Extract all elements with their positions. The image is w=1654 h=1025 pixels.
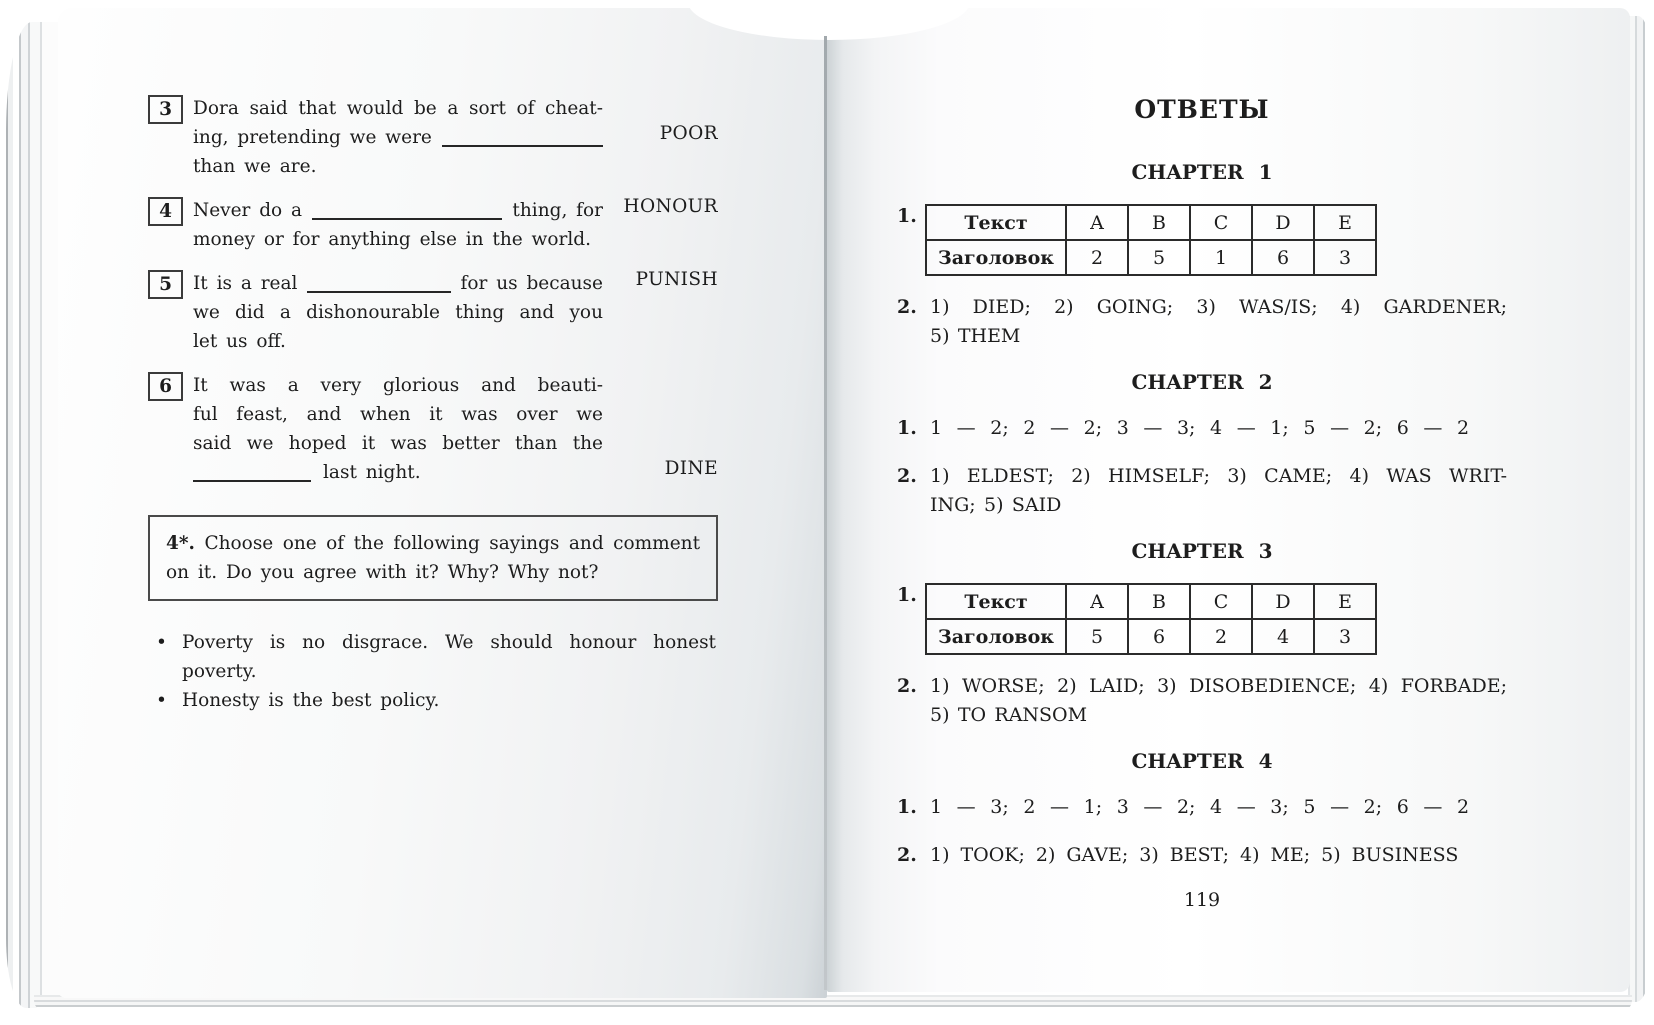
answer-item — [897, 841, 1507, 870]
table-cell: Заголовок — [926, 619, 1066, 654]
exercise-item-5 — [148, 269, 718, 356]
table-cell: Заголовок — [926, 240, 1066, 275]
exercise-line — [193, 196, 603, 225]
answer-line: 1) TOOK; 2) GAVE; 3) BEST; 4) ME; 5) BUSINESS — [930, 844, 1459, 866]
table-cell: 1 — [1190, 240, 1252, 275]
table-row — [926, 619, 1376, 654]
answer-number: 1. — [897, 205, 917, 227]
table-row — [926, 240, 1376, 275]
answers-title: ОТВЕТЫ — [1134, 95, 1270, 124]
task-box-line — [166, 529, 700, 558]
answer-blank — [312, 218, 502, 220]
page-number: 119 — [1183, 889, 1221, 911]
answer-blank — [442, 145, 603, 147]
exercise-line — [193, 269, 603, 298]
answer-line: 1) ELDEST; 2) HIMSELF; 3) CAME; 4) WAS WRIT- — [930, 465, 1507, 487]
item-number-box — [148, 372, 183, 401]
table-cell: C — [1190, 584, 1252, 619]
answer-line: 5) TO RANSOM — [930, 704, 1088, 726]
answer-blank — [307, 291, 450, 293]
exercise-item-4 — [148, 196, 718, 254]
exercise-item-3 — [148, 94, 718, 181]
table-cell: D — [1252, 584, 1314, 619]
task-number: 4*. — [166, 533, 195, 554]
exercise-item-6 — [148, 371, 718, 487]
keyword-label: PUNISH — [635, 269, 718, 290]
answers-table — [925, 204, 1377, 276]
table-row — [926, 584, 1376, 619]
exercise-line — [193, 458, 603, 487]
keyword-label: POOR — [659, 123, 718, 144]
table-cell: A — [1066, 205, 1128, 240]
table-cell: 6 — [1128, 619, 1190, 654]
exercise-line: ful feast, and when it was over we — [193, 404, 603, 425]
table-cell: 5 — [1128, 240, 1190, 275]
item-number-box — [148, 270, 183, 299]
answer-line: 1 — 3; 2 — 1; 3 — 2; 4 — 3; 5 — 2; 6 — 2 — [930, 796, 1470, 818]
item-number-box — [148, 95, 183, 124]
answer-number: 2. — [897, 675, 917, 697]
answer-number: 2. — [897, 296, 917, 318]
item-number: 6 — [159, 376, 172, 397]
item-number: 3 — [159, 99, 172, 120]
exercise-line — [193, 123, 603, 152]
exercise-line: money or for anything else in the world. — [193, 229, 592, 250]
chapter-heading: CHAPTER 4 — [1131, 749, 1273, 773]
task-box — [148, 515, 718, 601]
exercise-line: we did a dishonourable thing and you — [193, 302, 603, 323]
answer-line: ING; 5) SAID — [930, 494, 1062, 516]
table-cell: Текст — [926, 584, 1066, 619]
saying-line: Poverty is no disgrace. We should honour honest — [182, 632, 716, 653]
exercise-line-text: It is a real — [193, 273, 298, 294]
table-cell: 6 — [1252, 240, 1314, 275]
exercise-text — [193, 371, 603, 487]
item-number: 4 — [159, 201, 172, 222]
chapter-heading: CHAPTER 2 — [1131, 370, 1273, 394]
answer-number: 1. — [897, 417, 917, 439]
table-cell: 5 — [1066, 619, 1128, 654]
sayings-list — [148, 628, 718, 715]
chapter-heading: CHAPTER 3 — [1131, 539, 1273, 563]
exercise-line: It was a very glorious and beauti- — [193, 375, 603, 396]
table-cell: B — [1128, 584, 1190, 619]
exercise-line-text: ing, pretending we were — [193, 127, 432, 148]
answer-number: 1. — [897, 796, 917, 818]
task-box-line: on it. Do you agree with it? Why? Why not? — [166, 562, 599, 583]
table-cell: D — [1252, 205, 1314, 240]
exercise-line-text: for us because — [460, 273, 603, 294]
exercise-text — [193, 94, 603, 181]
chapter-heading: CHAPTER 1 — [1131, 160, 1273, 184]
table-cell: 4 — [1252, 619, 1314, 654]
exercise-line-text: last night. — [323, 462, 421, 483]
table-cell: C — [1190, 205, 1252, 240]
answer-table-row — [897, 204, 1507, 276]
table-cell: 2 — [1066, 240, 1128, 275]
bullet-icon: • — [156, 690, 167, 711]
keyword-label: DINE — [664, 458, 718, 479]
table-cell: B — [1128, 205, 1190, 240]
saying-text — [182, 628, 716, 686]
saying-line: Honesty is the best policy. — [182, 690, 440, 711]
keyword-label: HONOUR — [623, 196, 718, 217]
exercise-line-text: thing, for — [512, 200, 603, 221]
answer-item — [897, 672, 1507, 730]
left-page-content — [148, 94, 718, 715]
exercise-line: said we hoped it was better than the — [193, 433, 603, 454]
exercise-line: Dora said that would be a sort of cheat- — [193, 98, 603, 119]
exercise-text — [193, 196, 603, 254]
right-page-content — [897, 95, 1507, 911]
answer-number: 2. — [897, 465, 917, 487]
exercise-line-text: Never do a — [193, 200, 303, 221]
answer-line: 1) WORSE; 2) LAID; 3) DISOBEDIENCE; 4) FORBADE; — [930, 675, 1507, 697]
answer-item — [897, 793, 1507, 822]
item-number: 5 — [159, 274, 172, 295]
table-cell: Текст — [926, 205, 1066, 240]
bullet-icon: • — [156, 632, 167, 653]
list-item — [148, 628, 718, 686]
answer-line: 5) THEM — [930, 325, 1021, 347]
exercise-text — [193, 269, 603, 356]
table-cell: E — [1314, 205, 1376, 240]
answer-item — [897, 293, 1507, 351]
answer-line: 1) DIED; 2) GOING; 3) WAS/IS; 4) GARDENER; — [930, 296, 1507, 318]
table-cell: A — [1066, 584, 1128, 619]
answer-number: 1. — [897, 584, 917, 606]
table-cell: 3 — [1314, 240, 1376, 275]
table-cell: E — [1314, 584, 1376, 619]
center-fold — [824, 36, 827, 990]
answer-item — [897, 414, 1507, 443]
table-row — [926, 205, 1376, 240]
table-cell: 2 — [1190, 619, 1252, 654]
table-cell: 3 — [1314, 619, 1376, 654]
list-item — [148, 686, 718, 715]
item-number-box — [148, 197, 183, 226]
answer-table-row — [897, 583, 1507, 655]
answer-number: 2. — [897, 844, 917, 866]
answer-blank — [193, 480, 311, 482]
task-text: Choose one of the following sayings and comment — [204, 533, 701, 554]
saying-text — [182, 686, 716, 715]
exercise-line: let us off. — [193, 331, 286, 352]
exercise-line: than we are. — [193, 156, 317, 177]
answer-item — [897, 462, 1507, 520]
answers-table — [925, 583, 1377, 655]
answer-line: 1 — 2; 2 — 2; 3 — 3; 4 — 1; 5 — 2; 6 — 2 — [930, 417, 1470, 439]
saying-line: poverty. — [182, 661, 257, 682]
